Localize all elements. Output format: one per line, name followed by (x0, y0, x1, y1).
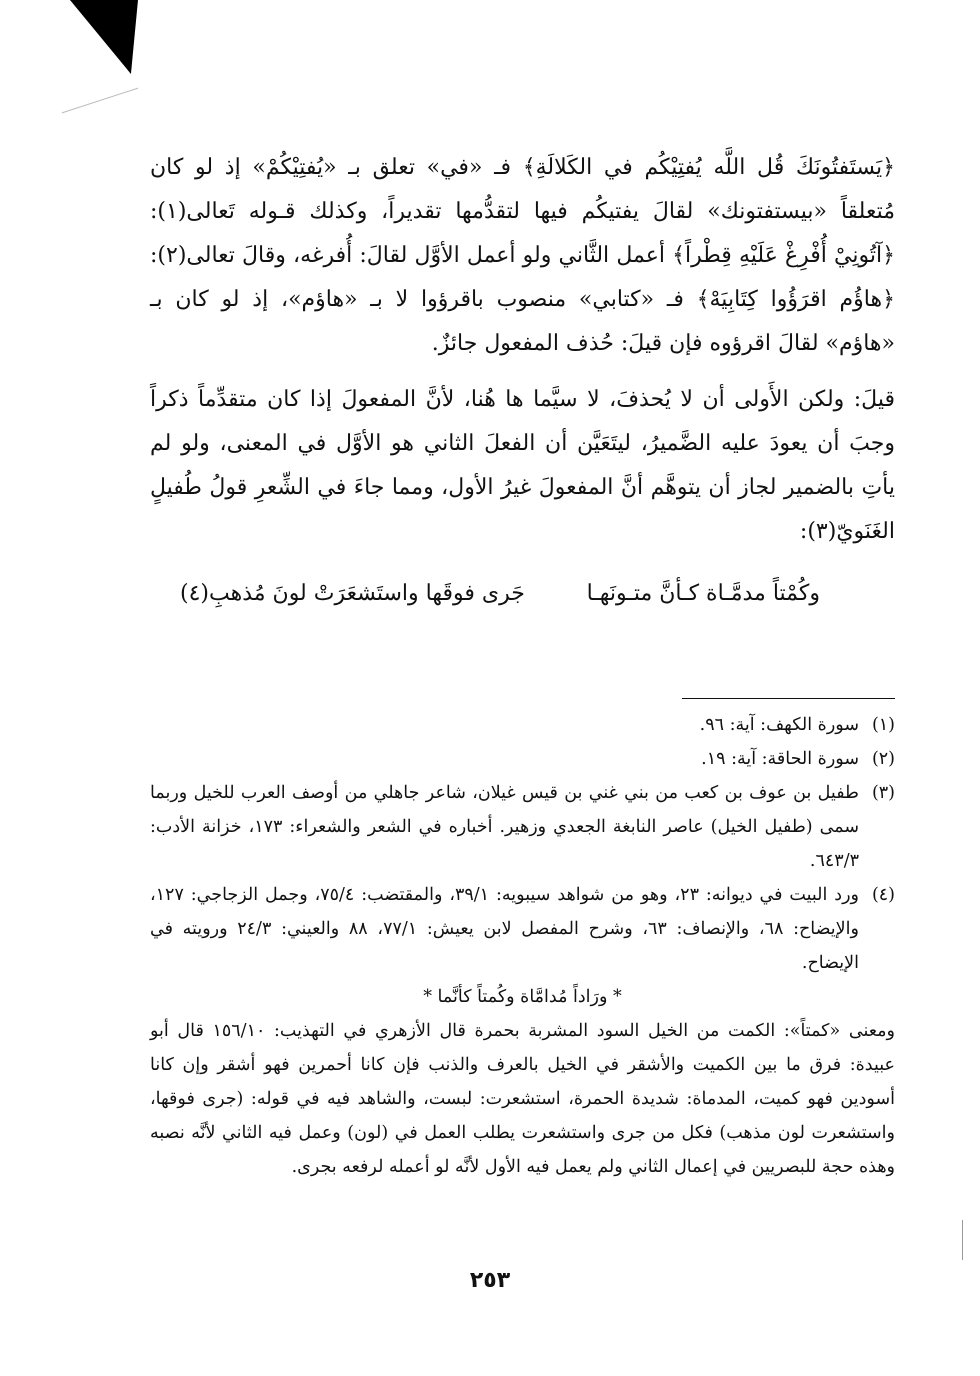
corner-scan-mark (70, 0, 165, 74)
footnote-number: (٢) (871, 749, 895, 769)
footnote-number: (١) (871, 715, 895, 735)
footnote-item (150, 878, 895, 980)
footnote-explanation: ومعنى «كمتاً»: الكمت من الخيل السود المشربة بحمرة قال الأزهري في التهذيب: ١٥٦/١٠ قال أبو عبيدة: فرق ما بين الكميت والأشقر في الخيل بالعرف والذنب فإن كانا أحمرين فهو أشقر وإن كانا أسودين فهو كميت، المدماة: شديدة الحمرة، استشعرت: لبست، والشاهد فيه في قوله: (جرى فوقها، واستشعرت لون مذهب) فكل من جرى واستشعرت يطلب العمل في (لون) وعمل فيه الثاني لأنَّه نصبه وهذه حجة للبصريين في إعمال الثاني ولم يعمل فيه الأول لأنَّه لو أعمله لرفعه بجرى. (150, 1021, 896, 1177)
footnote-text: طفيل بن عوف بن كعب من بني غني بن قيس غيلان، شاعر جاهلي من أوصف العرب للخيل وربما سمى (طفيل الخيل) عاصر النابغة الجعدي وزهير. أخباره في الشعر والشعراء: ١٧٣، خزانة الأدب: ٦٤٣/٣. (150, 783, 859, 871)
footnote-verse: * ورَاداً مُدامَّاة وكُمتاً كأنَّما * (423, 987, 622, 1007)
footnote-item (150, 742, 895, 776)
footnote-text: ورد البيت في ديوانه: ٢٣، وهو من شواهد سيبويه: ٣٩/١، والمقتضب: ٧٥/٤، وجمل الزجاجي: ١٢٧، والإيضاح: ٦٨، والإنصاف: ٦٣، وشرح المفصل لابن يعيش: ٧٧/١، ٨٨ والعيني: ٢٤/٣ ورويته في الإيضاح. (150, 885, 859, 973)
main-paragraph: قيلَ: ولكن الأَولى أن لا يُحذفَ، لا سيَّما ها هُنا، لأنَّ المفعولَ إذا كان متقدِّماً ذكراً وجبَ أن يعودَ عليه الضَّميرُ، ليتَعَيَّن أن الفعلَ الثاني هو الأوَّل في المعنى، ولو لم يأتِ بالضمير لجاز أن يتوهَّم أنَّ المفعولَ غيرُ الأول، ومما جاءَ في الشِّعرِ قولُ طُفيلٍ الغَنَويّ(٣): (150, 387, 895, 544)
footnote-text: سورة الكهف: آية: ٩٦. (699, 715, 859, 735)
verse-second-hemistich: جَرى فوقَها واستَشعَرَتْ لونَ مُذهبِ(٤) (180, 581, 525, 606)
main-paragraph: ﴿يَستَفتُونَكَ قُل اللَّه يُفتِيْكُم في الكَلالَةِ﴾ فـ «في» تعلق بـ «يُفتِيْكُمْ» إذ لو كان مُتعلقاً «بيستفتونك» لقالَ يفتيكُم فيها لتقدُّمها تقديراً، وكذلك قـوله تَعالى(١): ﴿آتُونِيْ أُفْرِغْ عَلَيْهِ قِطْراً﴾ أعمل الثَّاني ولو أعمل الأوَّل لقالَ: أُفرغه، وقالَ تعالى(٢): ﴿هاؤُم اقرَؤُوا كِتَابِيَهْ﴾ فـ «كتابي» منصوب باقرؤوا لا بـ «هاؤم»، إذ لو كان بـ «هاؤم» لقالَ اقرؤوه فإن قيلَ: حُذف المفعول جائزٌ. (150, 155, 895, 356)
scan-artifact-line (62, 88, 138, 114)
footnote-number: (٣) (871, 783, 895, 803)
page-number: ٢٥٣ (469, 1268, 511, 1293)
footnote-separator (682, 698, 895, 699)
poem-verse (180, 572, 820, 616)
verse-first-hemistich: وكُمْتاً مدمَّـاة كـأنَّ متـونَهـا (586, 581, 820, 606)
footnotes-section (150, 708, 895, 1184)
scan-edge-mark (962, 1220, 963, 1260)
footnote-text: سورة الحاقة: آية: ١٩. (701, 749, 859, 769)
footnote-item (150, 776, 895, 878)
main-text (150, 146, 895, 554)
footnote-item (150, 708, 895, 742)
footnote-number: (٤) (871, 885, 895, 905)
